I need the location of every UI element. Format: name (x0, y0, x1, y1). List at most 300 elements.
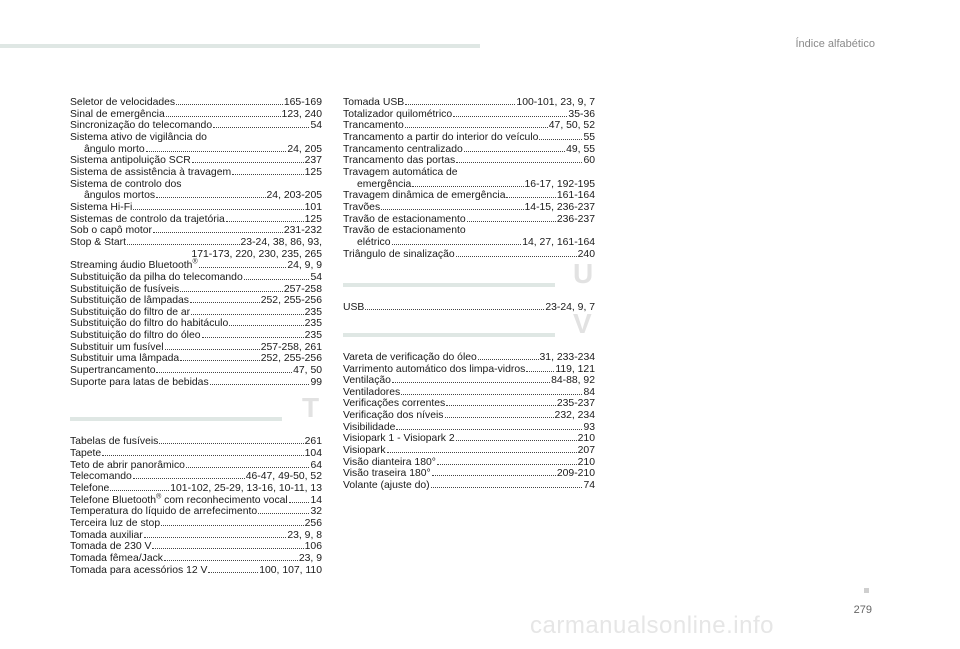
dot-leader (176, 104, 283, 105)
index-term-text: elétrico (357, 236, 391, 248)
dot-leader (396, 429, 582, 430)
index-group-v (343, 352, 595, 492)
index-page-refs: 24, 205 (287, 143, 322, 155)
index-term (70, 483, 109, 495)
index-page-refs: 207 (577, 445, 595, 457)
index-page-refs: 46-47, 49-50, 52 (245, 471, 322, 483)
index-entry (70, 565, 322, 577)
letter-divider-bar (70, 417, 282, 421)
index-term-text: Visiopark (343, 445, 386, 457)
index-term (70, 237, 126, 249)
index-group-t (70, 436, 322, 576)
index-term (84, 190, 155, 202)
index-term (357, 237, 391, 249)
index-page-refs: 35-36 (568, 108, 595, 120)
index-entry-continuation: 171-173, 220, 230, 235, 265 (191, 248, 322, 260)
index-term-text: Vareta de verificação do óleo (343, 351, 477, 363)
dot-leader (191, 314, 304, 315)
index-term (343, 433, 455, 445)
dot-leader (229, 325, 303, 326)
index-entry (70, 225, 322, 237)
index-term (70, 307, 190, 319)
letter-divider-t (70, 392, 322, 436)
watermark: carmanualsonline.info (530, 612, 774, 639)
index-page-refs: 235-237 (556, 398, 595, 410)
dot-leader (289, 502, 310, 503)
index-term-text: Travão de estacionamento (343, 213, 466, 225)
dot-leader (153, 232, 283, 233)
dot-leader (258, 513, 309, 514)
index-page-refs: 235 (304, 330, 322, 342)
index-page-refs: 23-24, 38, 86, 93, (240, 236, 322, 248)
index-term-text: ângulo morto (84, 143, 145, 155)
index-entry (343, 237, 595, 249)
index-page-refs: 54 (310, 120, 322, 132)
index-term-text: Triângulo de sinalização (343, 248, 455, 260)
dot-leader (159, 443, 303, 444)
index-entry (70, 377, 322, 389)
dot-leader (506, 197, 555, 198)
index-column-right (343, 97, 595, 492)
index-page-refs: 252, 255-256 (260, 353, 322, 365)
index-term (70, 97, 175, 109)
index-term-text: Tabelas de fusíveis (70, 436, 159, 448)
index-page-refs: 101 (304, 201, 322, 213)
dot-leader (152, 548, 303, 549)
index-group-t-cont (343, 97, 595, 260)
index-entry (343, 190, 595, 202)
index-term-text: ângulos mortos (84, 190, 156, 202)
index-entry (343, 97, 595, 109)
letter-divider-bar (343, 283, 555, 287)
dot-leader (432, 475, 556, 476)
index-term-text: emergência (357, 178, 412, 190)
index-page-refs: 84 (583, 386, 595, 398)
page-number: 279 (853, 604, 872, 616)
dot-leader (208, 572, 258, 573)
index-entry (70, 436, 322, 448)
dot-leader (166, 116, 281, 117)
dot-leader (190, 302, 260, 303)
index-term-text: Tomada USB (343, 97, 405, 108)
index-entry (343, 352, 595, 364)
index-term (343, 445, 386, 457)
dot-leader (453, 116, 567, 117)
dot-leader (199, 267, 287, 268)
index-term (70, 155, 191, 167)
index-entry (70, 342, 322, 354)
index-page-refs: 257-258, 261 (260, 341, 322, 353)
section-title: Índice alfabético (795, 38, 875, 50)
index-term-text: Sistema Hi-Fi (70, 201, 133, 213)
index-entry (343, 144, 595, 156)
index-entry (343, 445, 595, 457)
index-page-refs: 31, 233-234 (539, 351, 595, 363)
dot-leader (456, 256, 577, 257)
index-term (70, 353, 179, 365)
index-term (70, 518, 160, 530)
index-entry-heading (70, 179, 322, 191)
index-page-refs: 23, 9 (298, 552, 322, 564)
dot-leader (365, 309, 544, 310)
dot-leader (164, 560, 298, 561)
index-term-text: Substituir um fusível (70, 341, 164, 353)
index-page-refs: 47, 50, 52 (548, 120, 595, 132)
index-entry (70, 483, 322, 495)
index-page-refs: 32 (310, 506, 322, 518)
index-page-refs: 237 (304, 155, 322, 167)
index-term (343, 422, 395, 434)
index-entry (70, 260, 322, 272)
index-entry (70, 448, 322, 460)
index-term-text: Substituição da pilha do telecomando (70, 271, 243, 283)
dot-leader (244, 279, 310, 280)
index-entry (70, 155, 322, 167)
index-page-refs: 16-17, 192-195 (524, 178, 595, 190)
index-page-refs: 235 (304, 306, 322, 318)
index-term-text: Trancamento das portas (343, 155, 456, 167)
index-entry (70, 272, 322, 284)
dot-leader (437, 464, 577, 465)
index-term (70, 553, 163, 565)
index-page-refs: 210 (577, 456, 595, 468)
index-entry (343, 457, 595, 469)
dot-leader (165, 349, 260, 350)
index-page-refs: 14-15, 236-237 (524, 201, 595, 213)
index-term (70, 506, 257, 518)
index-term (70, 284, 179, 296)
index-entry (70, 495, 322, 507)
index-term (70, 365, 155, 377)
index-entry (343, 480, 595, 492)
index-term-text: Sistemas de controlo da trajetória (70, 213, 225, 225)
index-entry (343, 410, 595, 422)
trademark-symbol: ® (156, 493, 162, 501)
index-term (70, 109, 165, 121)
index-page-refs: 106 (304, 541, 322, 553)
index-entry (343, 433, 595, 445)
index-term-text: Tomada auxiliar (70, 529, 143, 541)
index-term-text: Visão dianteira 180° (343, 456, 436, 468)
index-entry (70, 318, 322, 330)
index-term-text: Telecomando (70, 471, 132, 483)
index-page-refs: 257-258 (283, 283, 322, 295)
index-term-text: Ventiladores (343, 386, 401, 398)
index-page-refs: 101-102, 25-29, 13-16, 10-11, 13 (170, 483, 322, 495)
index-term-text: Varrimento automático dos limpa-vidros (343, 363, 526, 375)
dot-leader (161, 525, 304, 526)
index-term (343, 120, 404, 132)
index-entry (70, 541, 322, 553)
index-term (84, 144, 145, 156)
dot-leader (464, 151, 565, 152)
index-entry (343, 364, 595, 376)
index-term-text: Visiopark 1 - Visiopark 2 (343, 433, 455, 445)
index-term (343, 398, 445, 410)
dot-leader (146, 151, 287, 152)
index-term-text: Tomada fêmea/Jack (70, 552, 163, 564)
index-page-refs: 240 (577, 248, 595, 260)
index-term-text: Sistema de assistência à travagem (70, 166, 232, 178)
index-term (70, 272, 243, 284)
index-page-refs: 24, 9, 9 (287, 260, 322, 272)
index-page-refs: 123, 240 (281, 108, 322, 120)
index-entry (70, 365, 322, 377)
index-entry (70, 307, 322, 319)
index-term: Travão de estacionamento (343, 225, 466, 237)
index-page-refs: 252, 255-256 (260, 295, 322, 307)
index-entry (70, 284, 322, 296)
dot-leader (446, 405, 556, 406)
index-page-refs: 100-101, 23, 9, 7 (516, 97, 595, 108)
dot-leader (110, 490, 169, 491)
index-entry (70, 506, 322, 518)
index-entry-heading (343, 167, 595, 179)
dot-leader (127, 244, 240, 245)
index-term (343, 155, 455, 167)
header-rule (0, 44, 480, 48)
index-entry (70, 330, 322, 342)
index-entry (70, 295, 322, 307)
index-term: Travagem automática de (343, 166, 458, 178)
index-term (70, 330, 201, 342)
index-page-refs: 54 (310, 271, 322, 283)
dot-leader (232, 174, 304, 175)
index-page-refs: 84-88, 92 (551, 375, 595, 387)
index-column-left (70, 97, 322, 576)
dot-leader (467, 221, 556, 222)
index-term-text: Tapete (70, 448, 102, 460)
index-term (70, 377, 209, 389)
index-term (343, 302, 364, 314)
index-term (70, 214, 225, 226)
letter-heading-v: V (573, 307, 592, 339)
index-entry (70, 460, 322, 472)
index-entry (343, 302, 595, 314)
index-term-text: Terceira luz de stop (70, 518, 161, 529)
index-term (70, 460, 185, 472)
dot-leader (526, 371, 554, 372)
dot-leader (405, 127, 548, 128)
index-term-text: Sistema antipoluição SCR (70, 155, 191, 167)
index-term-text: USB (343, 302, 365, 314)
index-term-text: Substituição do filtro de ar (70, 306, 191, 318)
index-entry (70, 353, 322, 365)
index-page-refs: 47, 50 (293, 365, 322, 377)
index-page-refs: 14, 27, 161-164 (522, 236, 595, 248)
dot-leader (133, 209, 303, 210)
index-page-refs: 232, 234 (554, 410, 595, 422)
index-term-text: Substituir uma lâmpada (70, 353, 180, 365)
index-entry (343, 398, 595, 410)
dot-leader (456, 440, 577, 441)
dot-leader (401, 394, 582, 395)
index-entry (70, 553, 322, 565)
index-page-refs: 165-169 (283, 97, 322, 108)
index-term-text: Telefone Bluetooth (70, 494, 157, 506)
index-term (343, 468, 431, 480)
index-term-text: Sinal de emergência (70, 108, 165, 120)
index-entry (343, 132, 595, 144)
index-page-refs: 23, 9, 8 (287, 529, 322, 541)
index-term (343, 202, 380, 214)
index-term (70, 541, 151, 553)
index-term (343, 214, 466, 226)
dot-leader (392, 382, 550, 383)
index-term-text: Volante (ajuste do) (343, 480, 430, 492)
dot-leader (392, 244, 522, 245)
index-page-refs: 210 (577, 433, 595, 445)
index-entry (343, 179, 595, 191)
index-term-text: Travagem dinâmica de emergência (343, 190, 506, 202)
dot-leader (180, 360, 260, 361)
index-term-text: Substituição do filtro do habitáculo (70, 318, 229, 330)
index-term-text: Substituição de lâmpadas (70, 295, 189, 307)
index-entry (343, 422, 595, 434)
index-term-text: Trancamento a partir do interior do veículo (343, 131, 539, 143)
dot-leader (156, 372, 292, 373)
index-term-text: Verificação dos níveis (343, 410, 444, 422)
dot-leader (202, 337, 304, 338)
index-entry (70, 190, 322, 202)
index-term (343, 387, 400, 399)
index-entry (343, 120, 595, 132)
index-page-refs: 261 (304, 436, 322, 448)
index-entry (343, 214, 595, 226)
index-page-refs: 119, 121 (555, 363, 595, 375)
index-entry (70, 167, 322, 179)
index-entry (70, 237, 322, 249)
index-page-refs: 99 (310, 376, 322, 388)
index-term-text: Ventilação (343, 375, 391, 387)
dot-leader (539, 139, 582, 140)
index-term (70, 260, 198, 272)
dot-leader (133, 478, 245, 479)
index-term (70, 318, 228, 330)
index-group-s (70, 97, 322, 388)
dot-leader (381, 209, 523, 210)
index-entry (70, 530, 322, 542)
index-term (70, 202, 132, 214)
index-term (70, 167, 231, 179)
dot-leader (445, 417, 554, 418)
index-term-text: Telefone (70, 483, 110, 495)
index-page-refs: 100, 107, 110 (259, 564, 322, 576)
dot-leader (213, 127, 309, 128)
letter-heading-t: T (302, 392, 320, 424)
index-term (343, 375, 391, 387)
index-term (343, 109, 452, 121)
index-page-refs: 236-237 (556, 213, 595, 225)
index-entry (343, 109, 595, 121)
index-term (70, 225, 152, 237)
index-term-text: Temperatura do líquido de arrefecimento (70, 506, 258, 518)
trademark-symbol: ® (192, 258, 198, 266)
index-term (70, 295, 189, 307)
letter-heading-u: U (573, 258, 594, 290)
index-term (343, 352, 477, 364)
index-term (70, 448, 101, 460)
index-term (343, 410, 444, 422)
dot-leader (405, 104, 515, 105)
index-entry (70, 214, 322, 226)
index-page-refs: 60 (583, 155, 595, 167)
dot-leader (412, 186, 523, 187)
index-term (70, 342, 164, 354)
index-entry (70, 120, 322, 132)
index-page-refs: 125 (304, 166, 322, 178)
index-page-refs: 235 (304, 318, 322, 330)
index-term-text: Seletor de velocidades (70, 97, 176, 108)
index-entry (343, 202, 595, 214)
dot-leader (186, 467, 310, 468)
index-entry-heading (343, 225, 595, 237)
index-term-text: Travões (343, 201, 381, 213)
index-term (343, 144, 463, 156)
index-entry-heading (70, 132, 322, 144)
index-term (70, 530, 143, 542)
index-term: Sistema ativo de vigilância do (70, 131, 207, 143)
index-term (343, 190, 505, 202)
index-term-text: com reconhecimento vocal (161, 494, 288, 506)
index-page-refs: 104 (304, 448, 322, 460)
index-term (70, 495, 288, 507)
dot-leader (226, 221, 304, 222)
index-term-text: Stop & Start (70, 236, 127, 248)
index-term (343, 97, 404, 109)
letter-divider-u (343, 258, 595, 302)
index-term-text: Substituição de fusíveis (70, 283, 180, 295)
index-term (343, 480, 430, 492)
index-page-refs: 24, 203-205 (266, 190, 322, 202)
index-term-text: Supertrancamento (70, 365, 156, 377)
dot-leader (478, 359, 539, 360)
dot-leader (156, 197, 265, 198)
dot-leader (387, 452, 577, 453)
page-marker-dot (864, 588, 869, 593)
index-term-text: Visibilidade (343, 421, 396, 433)
index-entry (343, 249, 595, 261)
index-term-text: Totalizador quilométrico (343, 108, 453, 120)
index-term-text: Verificações correntes (343, 398, 446, 410)
index-entry (343, 155, 595, 167)
index-term-text: Visão traseira 180° (343, 468, 431, 480)
dot-leader (180, 291, 283, 292)
index-term (343, 132, 538, 144)
index-entry (70, 471, 322, 483)
index-entry (70, 109, 322, 121)
index-page-refs: 125 (304, 213, 322, 225)
dot-leader (102, 455, 303, 456)
index-term (70, 436, 158, 448)
index-entry (343, 375, 595, 387)
index-page-refs: 64 (310, 459, 322, 471)
dot-leader (192, 162, 304, 163)
letter-divider-bar (343, 333, 555, 337)
dot-leader (456, 162, 582, 163)
index-term-text: Tomada de 230 V (70, 541, 152, 553)
index-entry (70, 97, 322, 109)
index-page-refs: 49, 55 (566, 143, 595, 155)
index-group-u (343, 302, 595, 314)
index-term (357, 179, 411, 191)
index-term-text: Substituição do filtro do óleo (70, 330, 201, 342)
index-term-text: Suporte para latas de bebidas (70, 376, 209, 388)
dot-leader (210, 384, 310, 385)
index-term-text: Sob o capô motor (70, 225, 153, 237)
index-term-text: Sincronização do telecomando (70, 120, 213, 132)
index-page-refs: 209-210 (556, 468, 595, 480)
